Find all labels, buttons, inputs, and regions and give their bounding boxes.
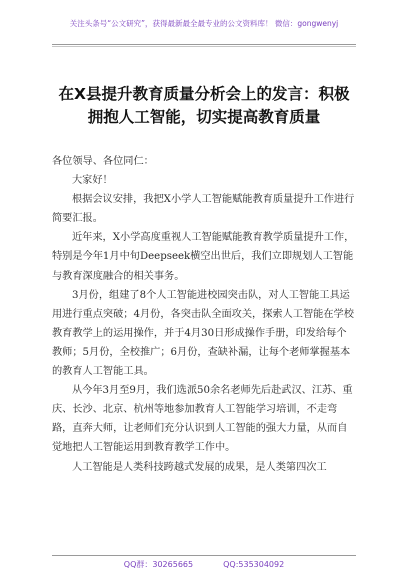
header-divider-thin: [52, 46, 356, 47]
header-divider: [52, 44, 356, 45]
footer-divider: [52, 555, 356, 556]
footer-qq-contact: QQ:535304092: [223, 560, 285, 569]
greeting: 大家好！: [72, 175, 113, 187]
body-paragraph: 近年来，X小学高度重视人工智能赋能教育教学质量提升工作，特别是今年1月中旬Deepseek横空出世后，我们立即规划人工智能与教育深度融合的相关事务。: [52, 232, 355, 282]
footer-qq-group: QQ群：30265665: [123, 560, 194, 569]
salutation: 各位领导、各位同仁：: [52, 156, 154, 167]
document-title: 在X县提升教育质量分析会上的发言：积极拥抱人工智能，切实提高教育质量: [58, 85, 350, 126]
body-paragraph: 从今年3月至9月，我们选派50余名老师先后赴武汉、江苏、重庆、长沙、北京、杭州等地参加教育人工智能学习培训，不走弯路，直奔大师，让老师们充分认识到人工智能的强大力量，从而自觉地把人工智能运用到教育教学工作中。: [52, 385, 353, 454]
footer: [52, 559, 356, 570]
body-paragraph: 人工智能是人类科技跨越式发展的成果，是人类第四次工: [72, 461, 327, 473]
body-paragraph: 根据会议安排，我把X小学人工智能赋能教育质量提升工作进行简要汇报。: [52, 194, 355, 225]
header-banner: 关注头条号“公文研究”，获得最新最全最专业的公文资料库！ 微信：gongwenyj: [69, 19, 339, 28]
document-body: [52, 152, 356, 477]
body-paragraph: 3月份，组建了8个人工智能进校园突击队，对人工智能工具运用进行重点突破；4月份，各突击队全面攻关，探索人工智能在学校教育教学上的运用操作，并于4月30日形成操作手册，印发给每个教师；5月份，全校推广；6月份，查缺补漏，让每个老师掌握基本的教育人工智能工具。: [52, 289, 354, 378]
